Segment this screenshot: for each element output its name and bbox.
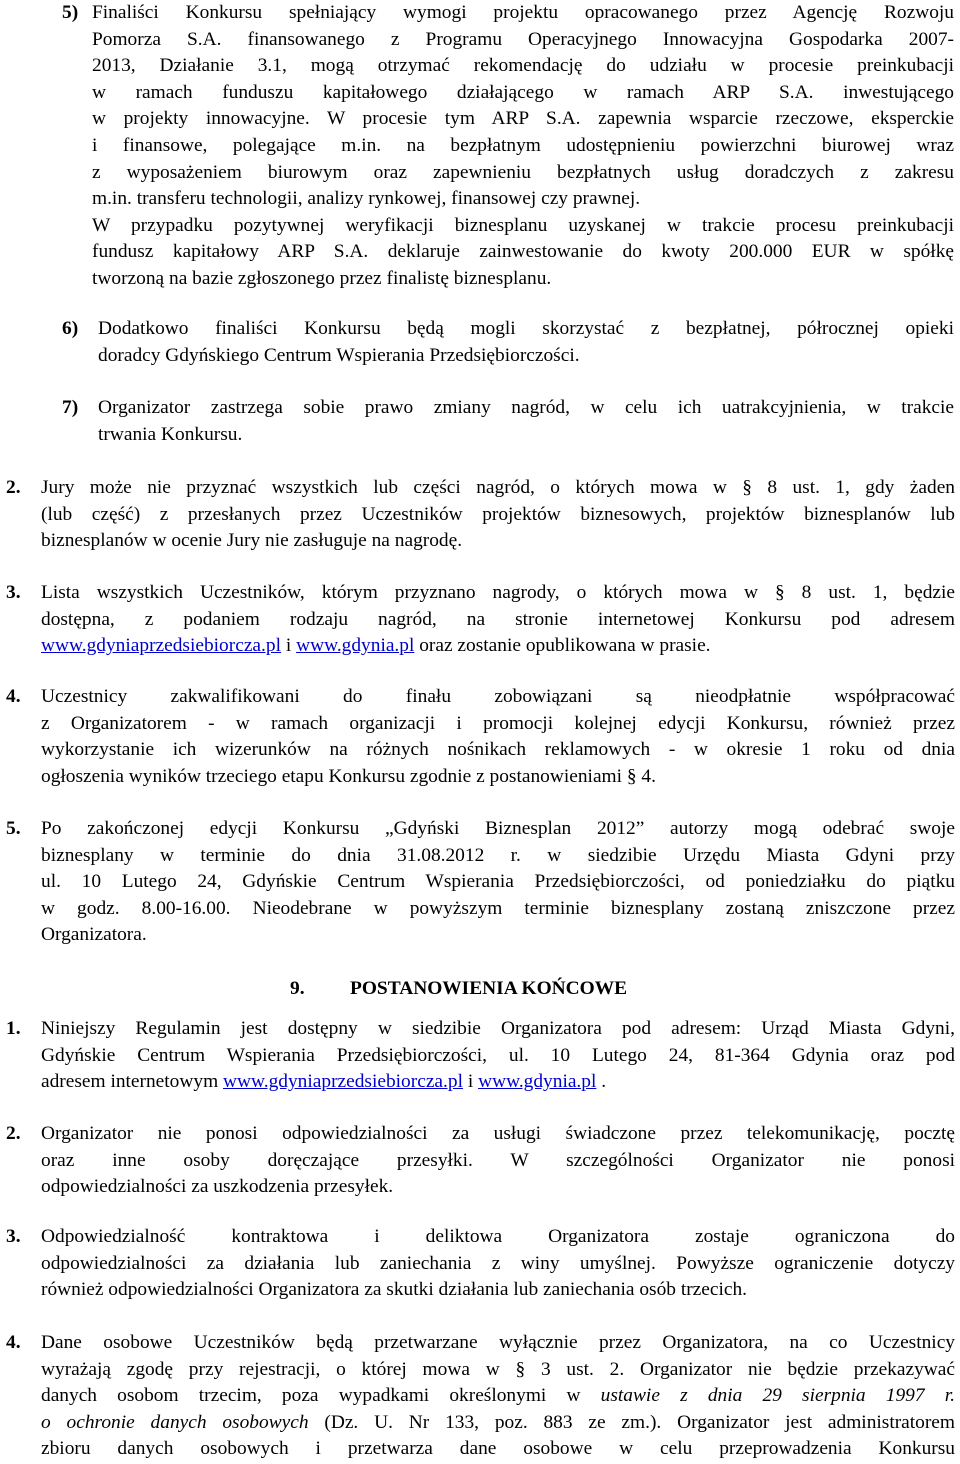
item-5-paragraph (92, 0, 954, 293)
section-title: POSTANOWIENIA KOŃCOWE (350, 978, 628, 999)
text-line: z Organizatorem - w ramach organizacji i promocji kolejnej edycji Konkursu, również przez (41, 712, 955, 734)
text-line: biznesplanów w ocenie Jury nie zasługuje na nagrodę. (41, 530, 463, 552)
final-provision-1 (41, 1016, 955, 1096)
paragraph-3 (41, 580, 955, 660)
text-line: Pomorza S.A. finansowanego z Programu Operacyjnego Innowacyjna Gospodarka 2007- (92, 28, 954, 50)
link-separator: i (462, 1071, 479, 1093)
paragraph-number: 1. (6, 1018, 21, 1039)
text-fragment: . (596, 1071, 607, 1093)
statute-title: ustawie z dnia 29 sierpnia 1997 r. (600, 1385, 955, 1407)
gdynia-link[interactable]: www.gdynia.pl (296, 635, 415, 657)
text-line: w projekty innowacyjne. W procesie tym ARP S.A. zapewnia wsparcie rzeczowe, eksperckie (92, 108, 954, 130)
text-line: w godz. 8.00-16.00. Nieodebrane w powyższym terminie biznesplany zostaną zniszczone przez (41, 897, 955, 919)
final-provision-2 (41, 1121, 955, 1201)
paragraph-number: 4. (6, 1332, 21, 1353)
text-line: trwania Konkursu. (98, 423, 243, 445)
paragraph-number: 2. (6, 1123, 21, 1144)
text-line: Organizatora. (41, 924, 147, 946)
text-line: Jury może nie przyznać wszystkich lub części nagród, o których mowa w § 8 ust. 1, gdy żaden (41, 477, 955, 498)
gdynia-link[interactable]: www.gdynia.pl (478, 1071, 597, 1093)
text-line: Uczestnicy zakwalifikowani do finału zobowiązani są nieodpłatnie współpracować (41, 686, 955, 707)
paragraph-number: 2. (6, 477, 21, 498)
text-line: odpowiedzialności za uszkodzenia przesyłek. (41, 1176, 394, 1198)
text-line: tworzoną na bazie zgłoszonego przez finalistę biznesplanu. (92, 267, 552, 289)
text-line (41, 1069, 955, 1096)
text-line (41, 633, 955, 660)
item-number: 5) (62, 2, 79, 23)
text-line: Lista wszystkich Uczestników, którym przyznano nagrody, o których mowa w § 8 ust. 1, będzie (41, 582, 955, 603)
text-line: fundusz kapitałowy ARP S.A. deklaruje zainwestowanie do kwoty 200.000 EUR w spółkę (92, 241, 954, 263)
text-line: wyrażają zgodę przy rejestracji, o której mowa w § 3 ust. 2. Organizator nie będzie przekazywać (41, 1358, 955, 1380)
link-separator: i (280, 635, 297, 657)
paragraph-number: 5. (6, 818, 21, 839)
text-line: Organizator nie ponosi odpowiedzialności za usługi świadczone przez telekomunikację, pocztę (41, 1123, 955, 1144)
text-line: (lub część) z przesłanych przez Uczestników projektów biznesowych, projektów biznesplanów lub (41, 503, 955, 525)
text-line: m.in. transferu technologii, analizy rynkowej, finansowej czy prawnej. (92, 188, 641, 210)
statute-title: o ochronie danych osobowych (41, 1411, 309, 1433)
item-7-paragraph (98, 395, 954, 448)
text-line: i finansowe, polegające m.in. na bezpłatnym udostępnieniu powierzchni biurowej wraz (92, 134, 954, 156)
paragraph-number: 4. (6, 686, 21, 707)
text-line: Niniejszy Regulamin jest dostępny w siedzibie Organizatora pod adresem: Urząd Miasta Gdyni, (41, 1018, 955, 1039)
text-line: ogłoszenia wyników trzeciego etapu Konkursu zgodnie z postanowieniami § 4. (41, 765, 656, 787)
final-provision-3 (41, 1224, 955, 1304)
paragraph-2 (41, 475, 955, 555)
text-line (41, 1383, 955, 1410)
item-6-paragraph (98, 316, 954, 369)
section-number: 9. (290, 978, 305, 999)
text-line: wykorzystanie ich wizerunków na różnych nośnikach reklamowych - w okresie 1 roku od dnia (41, 739, 955, 761)
text-line: 2013, Działanie 3.1, mogą otrzymać rekomendację do udziału w procesie preinkubacji (92, 55, 954, 77)
text-line: dostępna, z podaniem rodzaju nagród, na stronie internetowej Konkursu pod adresem (41, 608, 955, 630)
text-line: Dane osobowe Uczestników będą przetwarzane wyłącznie przez Organizatora, na co Uczestnicy (41, 1332, 955, 1353)
gdyniaprzedsiebiorcza-link[interactable]: www.gdyniaprzedsiebiorcza.pl (41, 635, 281, 657)
text-line: W przypadku pozytywnej weryfikacji biznesplanu uzyskanej w trakcie procesu preinkubacji (92, 214, 954, 236)
text-line: Odpowiedzialność kontraktowa i deliktowa Organizatora zostaje ograniczona do (41, 1226, 955, 1247)
text-fragment: oraz zostanie opublikowana w prasie. (414, 635, 711, 657)
text-line: Gdyńskie Centrum Wspierania Przedsiębiorczości, ul. 10 Lutego 24, 81-364 Gdynia oraz pod (41, 1044, 955, 1066)
text-line: również odpowiedzialności Organizatora za skutki działania lub zaniechania osób trzecich. (41, 1279, 748, 1301)
text-fragment: (Dz. U. Nr 133, poz. 883 ze zm.). Organizator jest administratorem (308, 1411, 956, 1433)
item-number: 7) (62, 397, 79, 418)
text-line: z wyposażeniem biurowym oraz zapewnieniu bezpłatnych usług doradczych z zakresu (92, 161, 954, 183)
paragraph-4 (41, 684, 955, 790)
text-line: Po zakończonej edycji Konkursu „Gdyński Biznesplan 2012” autorzy mogą odebrać swoje (41, 818, 955, 839)
item-number: 6) (62, 318, 79, 339)
text-line: ul. 10 Lutego 24, Gdyńskie Centrum Wspierania Przedsiębiorczości, od poniedziałku do piątku (41, 871, 955, 893)
paragraph-number: 3. (6, 1226, 21, 1247)
final-provision-4 (41, 1330, 955, 1463)
paragraph-number: 3. (6, 582, 21, 603)
text-line: biznesplany w terminie do dnia 31.08.2012 r. w siedzibie Urzędu Miasta Gdyni przy (41, 844, 955, 866)
text-line: oraz inne osoby doręczające przesyłki. W szczególności Organizator nie ponosi (41, 1149, 955, 1171)
gdyniaprzedsiebiorcza-link[interactable]: www.gdyniaprzedsiebiorcza.pl (223, 1071, 463, 1093)
text-line: w ramach funduszu kapitałowego działającego w ramach ARP S.A. inwestującego (92, 81, 954, 103)
paragraph-5 (41, 816, 955, 949)
text-line: odpowiedzialności za działania lub zaniechania z winy umyślnej. Powyższe ograniczenie dotyczy (41, 1252, 955, 1274)
text-line: zbioru danych osobowych i przetwarza dane osobowe w celu przeprowadzenia Konkursu (41, 1438, 955, 1460)
text-line: Finaliści Konkursu spełniający wymogi projektu opracowanego przez Agencję Rozwoju (92, 2, 954, 23)
text-line: Organizator zastrzega sobie prawo zmiany nagród, w celu ich uatrakcyjnienia, w trakcie (98, 397, 954, 418)
text-line: Dodatkowo finaliści Konkursu będą mogli skorzystać z bezpłatnej, półrocznej opieki (98, 318, 954, 339)
text-fragment: danych osobom trzecim, poza wypadkami określonymi w (41, 1385, 601, 1407)
text-line (41, 1410, 955, 1437)
text-fragment: adresem internetowym (41, 1071, 223, 1093)
text-line: doradcy Gdyńskiego Centrum Wspierania Przedsiębiorczości. (98, 344, 580, 366)
